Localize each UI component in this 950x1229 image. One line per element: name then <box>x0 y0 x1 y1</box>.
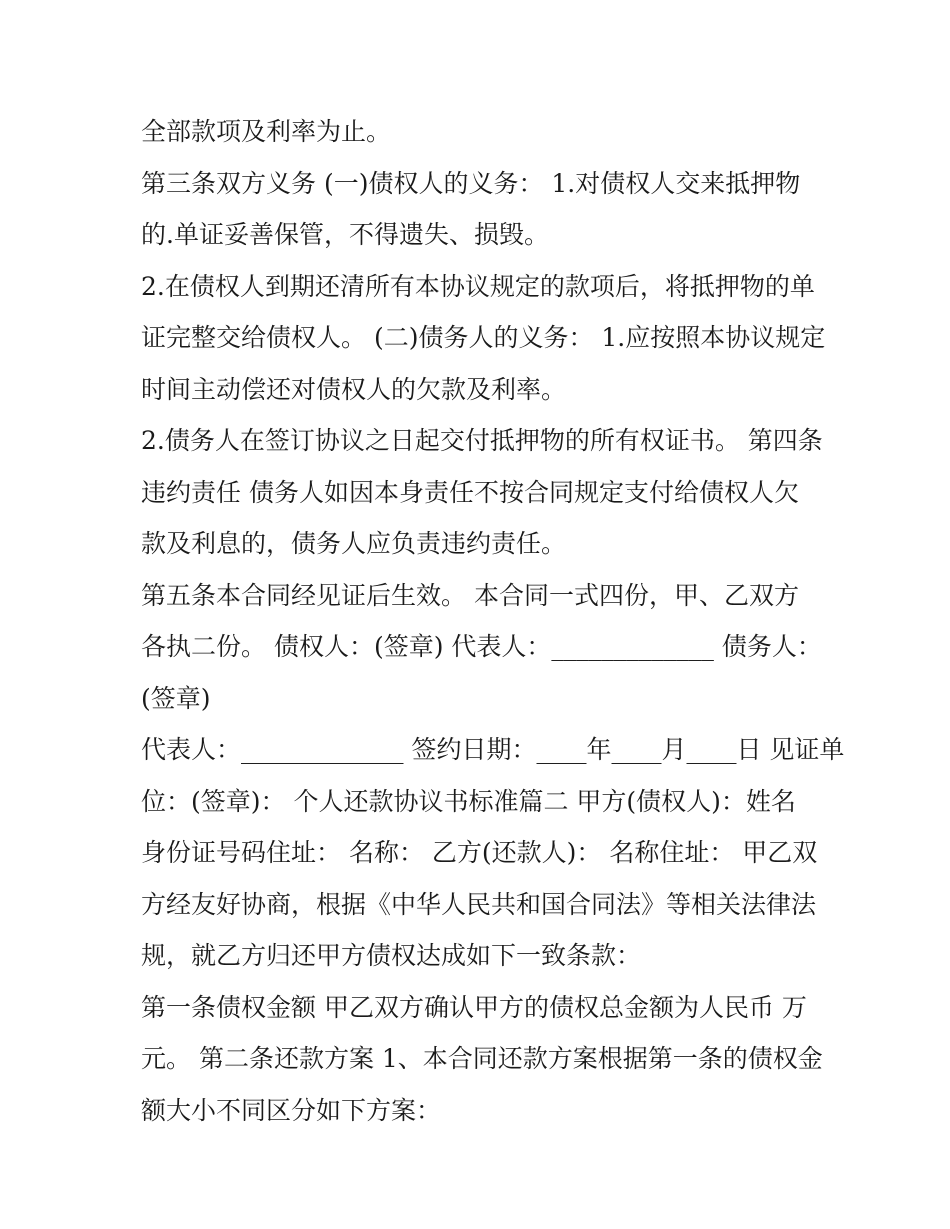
text-line: (签章) <box>141 683 211 713</box>
text-line: 方经友好协商，根据《中华人民共和国合同法》等相关法律法 <box>141 889 817 919</box>
text-line: 第三条双方义务 (一)债权人的义务： 1.对债权人交来抵押物 <box>141 168 801 198</box>
text-line: 各执二份。 债权人：(签章) 代表人：_____________ 债务人： <box>141 632 822 661</box>
text-line: 时间主动偿还对债权人的欠款及利率。 <box>141 374 567 404</box>
text-line: 2.债务人在签订协议之日起交付抵押物的所有权证书。 第四条 <box>141 426 823 455</box>
text-line: 元。 第二条还款方案 1、本合同还款方案根据第一条的债权金 <box>141 1044 823 1073</box>
text-line: 证完整交给债权人。 (二)债务人的义务： 1.应按照本协议规定 <box>141 323 826 352</box>
text-line: 违约责任 债务人如因本身责任不按合同规定支付给债权人欠 <box>141 477 799 507</box>
text-line: 全部款项及利率为止。 <box>141 117 392 146</box>
text-line: 款及利息的，债务人应负责违约责任。 <box>141 529 567 558</box>
text-line: 的.单证妥善保管，不得遗失、损毁。 <box>141 220 549 249</box>
text-line: 额大小不同区分如下方案： <box>141 1095 442 1125</box>
text-line: 身份证号码住址： 名称： 乙方(还款人)： 名称住址： 甲乙双 <box>141 838 818 867</box>
document-body <box>141 106 845 1136</box>
text-line: 代表人：_____________ 签约日期：____年____月____日 见证单 <box>141 735 845 764</box>
text-line: 2.在债权人到期还清所有本协议规定的款项后，将抵押物的单 <box>141 271 815 301</box>
text-line: 第五条本合同经见证后生效。 本合同一式四份，甲、乙双方 <box>141 580 799 610</box>
text-line: 第一条债权金额 甲乙双方确认甲方的债权总金额为人民币 万 <box>141 992 807 1022</box>
text-line: 规，就乙方归还甲方债权达成如下一致条款： <box>141 941 642 970</box>
text-line: 位：(签章)： 个人还款协议书标准篇二 甲方(债权人)：姓名 <box>141 786 796 816</box>
